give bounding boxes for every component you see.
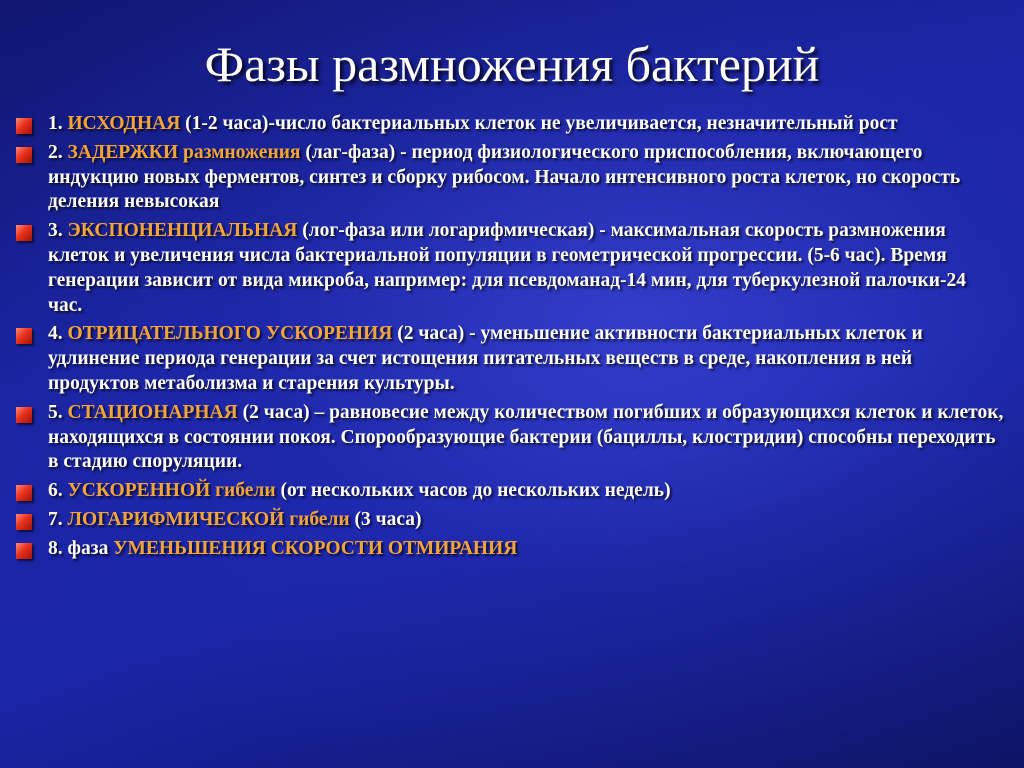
red-square-bullet-icon bbox=[16, 485, 32, 501]
item-highlight: УСКОРЕННОЙ гибели bbox=[67, 480, 276, 502]
item-text: (2 часа) – равновесие между количеством погибших и образующихся клеток и клеток, находящихся в состоянии покоя. Спорообразующие бактерии (бациллы, клостридии) способны переходить в стадию споруляции. bbox=[48, 401, 1004, 473]
item-highlight: ЗАДЕРЖКИ размножения bbox=[67, 141, 301, 163]
red-square-bullet-icon bbox=[16, 225, 32, 241]
list-item bbox=[14, 141, 1004, 215]
item-text: (1-2 часа)-число бактериальных клеток не увеличивается, незначительный рост bbox=[180, 113, 898, 134]
item-highlight: СТАЦИОНАРНАЯ bbox=[67, 401, 238, 423]
item-highlight: УМЕНЬШЕНИЯ СКОРОСТИ ОТМИРАНИЯ bbox=[113, 537, 518, 559]
list-item bbox=[14, 508, 1004, 533]
list-item bbox=[14, 401, 1004, 475]
item-number: 5. bbox=[48, 401, 68, 423]
item-text: (2 часа) - уменьшение активности бактериальных клеток и удлинение периода генерации за счет истощения питательных веществ в среде, накопления в ней продуктов метаболизма и старения культуры. bbox=[48, 323, 923, 394]
item-highlight: ЛОГАРИФМИЧЕСКОЙ гибели bbox=[67, 508, 350, 530]
item-text: (лаг-фаза) - период физиологического приспособления, включающего индукцию новых ферментов, синтез и сборку рибосом. Начало интенсивного роста клеток, но скорость деления невысокая bbox=[48, 141, 961, 213]
item-number: 7. bbox=[48, 508, 68, 530]
item-highlight: ОТРИЦАТЕЛЬНОГО УСКОРЕНИЯ bbox=[67, 323, 393, 345]
red-square-bullet-icon bbox=[16, 407, 32, 423]
item-number: 6. bbox=[48, 480, 68, 502]
phase-list bbox=[14, 112, 1004, 566]
red-square-bullet-icon bbox=[16, 514, 32, 530]
list-item bbox=[14, 219, 1004, 318]
item-text: (лог-фаза или логарифмическая) - максимальная скорость размножения клеток и увеличения числа бактериальной популяции в геометрической прогрессии. (5-6 час). Время генерации зависит от вида микроба, например: для псевдоманад-14 мин, для туберкулезной палочки-24 час. bbox=[48, 220, 967, 316]
item-number: 8. фаза bbox=[48, 537, 114, 559]
list-item bbox=[14, 322, 1004, 396]
item-highlight: ЭКСПОНЕНЦИАЛЬНАЯ bbox=[67, 220, 298, 242]
red-square-bullet-icon bbox=[16, 118, 32, 134]
list-item bbox=[14, 537, 1004, 562]
red-square-bullet-icon bbox=[16, 328, 32, 344]
red-square-bullet-icon bbox=[16, 147, 32, 163]
item-highlight: ИСХОДНАЯ bbox=[67, 113, 181, 134]
red-square-bullet-icon bbox=[16, 543, 32, 559]
item-number: 2. bbox=[48, 141, 68, 163]
slide-title: Фазы размножения бактерий bbox=[204, 36, 820, 92]
list-item bbox=[14, 112, 1004, 137]
item-text: (от нескольких часов до нескольких недель) bbox=[275, 480, 671, 502]
item-text: (3 часа) bbox=[349, 508, 422, 530]
item-number: 1. bbox=[48, 113, 68, 134]
list-item bbox=[14, 479, 1004, 504]
item-number: 3. bbox=[48, 220, 68, 242]
item-number: 4. bbox=[48, 323, 68, 345]
